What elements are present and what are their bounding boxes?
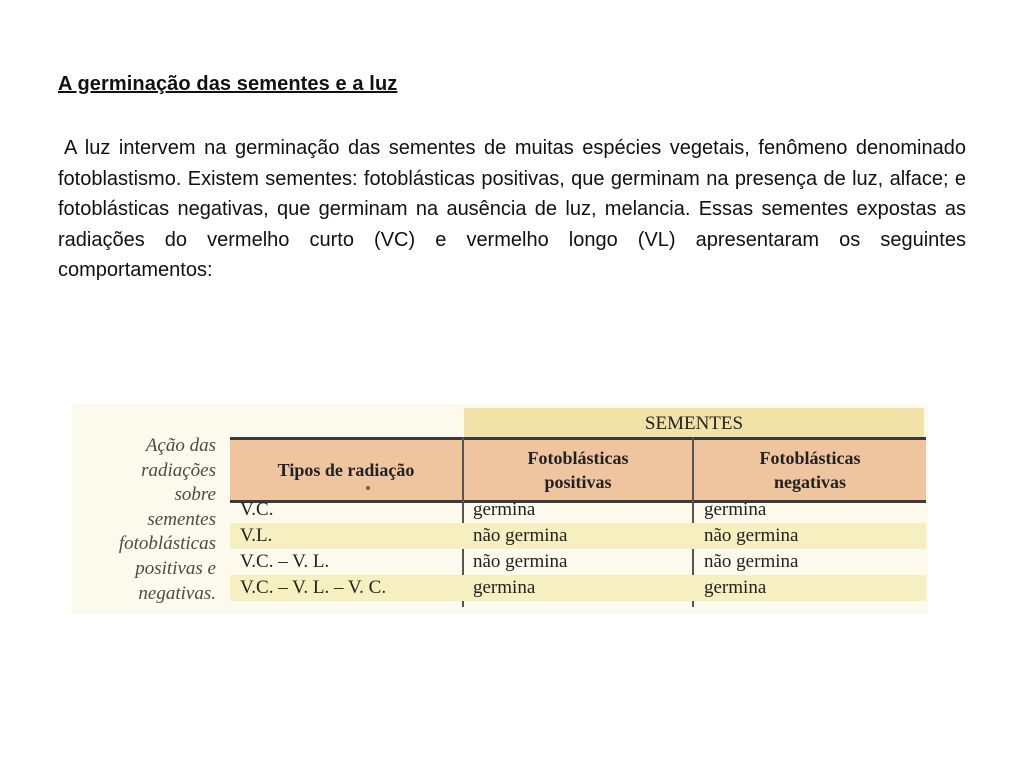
caption-line: negativas. — [138, 582, 216, 604]
caption-line: positivas e — [135, 557, 216, 579]
cell-negative: germina — [704, 499, 767, 520]
table-row — [230, 497, 926, 523]
caption-line: radiações — [141, 459, 216, 481]
header-negative-line2: negativas — [774, 472, 846, 492]
cell-positive: não germina — [473, 525, 568, 546]
caption-line: Ação das — [145, 435, 216, 456]
cell-radiation: V.C. – V. L. – V. C. — [240, 577, 387, 598]
header-negative — [694, 437, 926, 503]
table-row — [230, 523, 926, 549]
cell-radiation: V.C. – V. L. — [240, 551, 330, 572]
header-positive — [464, 437, 692, 503]
cell-positive: germina — [473, 577, 536, 598]
table-row — [230, 575, 926, 601]
header-positive-line1: Fotoblásticas — [527, 448, 629, 468]
cell-positive: germina — [473, 499, 536, 520]
cell-negative: não germina — [704, 525, 799, 546]
cell-radiation: V.L. — [240, 525, 273, 546]
cell-radiation: V.C. — [240, 499, 274, 520]
intro-paragraph: A luz intervem na germinação das sementes de muitas espécies vegetais, fenômeno denominado fotoblastismo. Existem sementes: fotoblásticas positivas, que germinam na presença de luz, alface; e fotoblásticas negativas, que germinam na ausência de luz, melancia. Essas sementes expostas as radiações do vermelho curto (VC) e vermelho longo (VL) apresentaram os seguintes comportamentos: — [58, 137, 966, 281]
cell-negative: não germina — [704, 551, 799, 572]
caption-line: fotoblásticas — [118, 533, 216, 555]
caption-line: sementes — [147, 508, 216, 530]
header-radiation-type: Tipos de radiação — [230, 437, 462, 503]
table-row — [230, 549, 926, 575]
cell-negative: germina — [704, 577, 767, 598]
caption-line: sobre — [174, 484, 216, 506]
table-body — [230, 497, 926, 601]
header-positive-line2: positivas — [544, 472, 612, 492]
header-negative-line1: Fotoblásticas — [759, 448, 861, 468]
seed-germination-figure — [72, 404, 928, 614]
group-header-sementes: SEMENTES — [464, 408, 924, 440]
page-title: A germinação das sementes e a luz — [58, 73, 398, 95]
figure-caption — [72, 434, 216, 606]
scan-speck — [366, 486, 370, 490]
cell-positive: não germina — [473, 551, 568, 572]
